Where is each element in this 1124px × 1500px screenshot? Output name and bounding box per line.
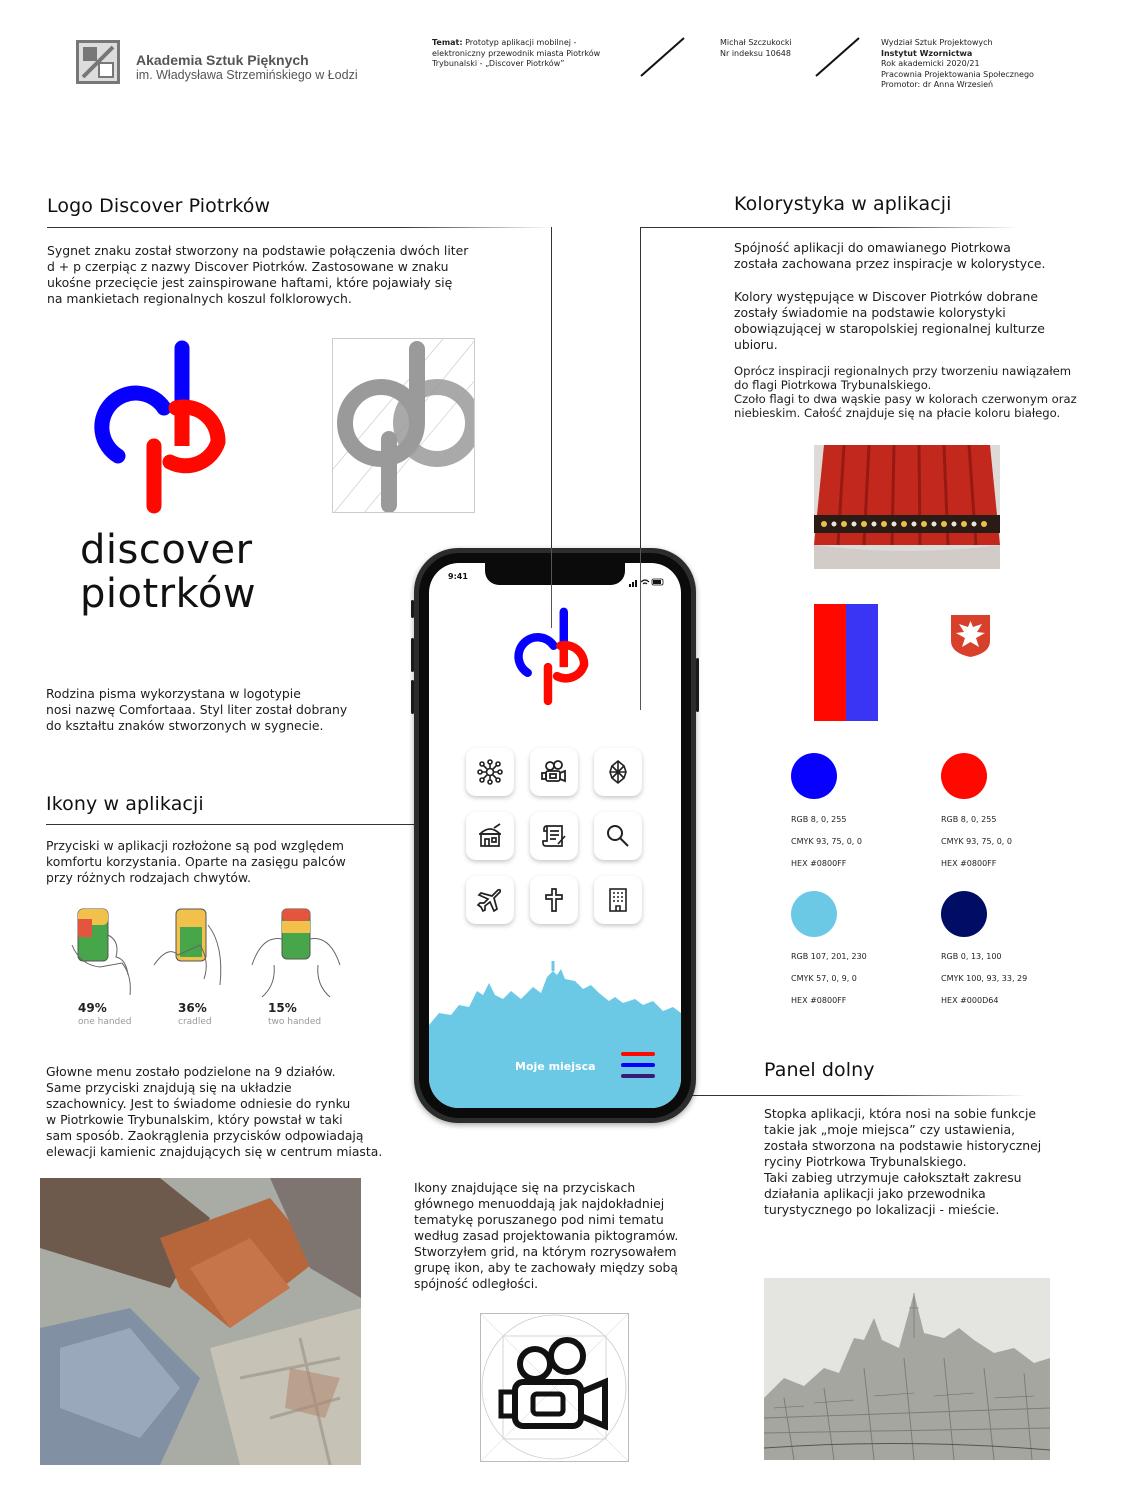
author-info xyxy=(720,38,792,59)
swatch-light-blue-hex: HEX #0800FF xyxy=(791,996,847,1005)
status-time: 9:41 xyxy=(448,572,468,581)
hamburger-bar-navy xyxy=(621,1074,655,1078)
author-index: Nr indeksu 10648 xyxy=(720,48,791,58)
scroll-icon xyxy=(540,822,568,850)
swatch-red-hex: HEX #0800FF xyxy=(941,859,997,868)
swatch-red-rgb: RGB 8, 0, 255 xyxy=(941,815,997,824)
wordmark-line1: discover xyxy=(80,527,253,573)
menu-button-history[interactable] xyxy=(466,812,514,860)
swatch-blue xyxy=(791,753,837,799)
icons-section-text: Przyciski w aplikacji rozłożone są pod względem komfortu korzystania. Oparte na zasięgu palców przy różnych rodzajach chwytów. xyxy=(46,838,346,885)
swatch-navy xyxy=(941,891,987,937)
market-square-photo xyxy=(40,1178,361,1465)
phone-frame xyxy=(414,548,696,1123)
phone-volume-down xyxy=(411,680,414,714)
header-slash-2 xyxy=(813,36,861,78)
faculty: Wydział Sztuk Projektowych xyxy=(881,38,993,47)
hamburger-bar-blue xyxy=(621,1063,655,1067)
phone-volume-up xyxy=(411,638,414,672)
menu-description: Głowne menu zostało podzielone na 9 działów. Same przyciski znajdują się na układzie szachownicy. Jest to świadome odniesie do rynku w Piotrkowie Trybunalskim, który powstał w taki sam sposób. Zaokrąglenia przycisków odpowiadają elewacji kamienic znajdujących się w centrum miasta. xyxy=(46,1064,383,1159)
topic-text: Prototyp aplikacji mobilnej - elektroniczny przewodnik miasta Piotrków Trybunalski - „Discover Piotrków” xyxy=(432,38,601,68)
historical-etching xyxy=(764,1278,1050,1460)
app-logo xyxy=(513,603,601,711)
colors-section-rule xyxy=(640,227,1020,228)
folk-skirt-photo xyxy=(814,445,1000,569)
city-skyline-panel xyxy=(429,961,681,1108)
pictogram-description: Ikony znajdujące się na przyciskach głównego menuoddają jak najdokładniej tematykę poruszanego pod nimi tematu według zasad projektowania piktogramów. Stworzyłem grid, na którym rozrysowałem grupę ikon, aby te zachowały między sobą spójność odległości. xyxy=(414,1180,679,1291)
header-slash-1 xyxy=(638,36,686,78)
school-logo-icon xyxy=(76,40,120,84)
author-name: Michał Szczukocki xyxy=(720,38,792,47)
hamburger-bar-red xyxy=(621,1052,655,1056)
icons-section-title: Ikony w aplikacji xyxy=(46,793,204,815)
academic-year: Rok akademicki 2020/21 xyxy=(881,59,980,68)
swatch-light-blue-cmyk: CMYK 57, 0, 9, 0 xyxy=(791,974,857,983)
panel-section-text: Stopka aplikacji, która nosi na sobie funkcje takie jak „moje miejsca” czy ustawienia, została stworzona na podstawie historycznej ryciny Piotrkowa Trybunalskiego. Taki zabieg utrzymuje całokształt zakresu działania aplikacji jako przewodnika turystycznego po lokalizacji - mieście. xyxy=(764,1106,1042,1217)
school-name-line1: Akademia Sztuk Pięknych xyxy=(136,52,309,68)
logo-construction-grid xyxy=(332,338,475,513)
phone-screen xyxy=(429,563,681,1108)
hotel-icon xyxy=(604,886,632,914)
swatch-red-cmyk: CMYK 93, 75, 0, 0 xyxy=(941,837,1012,846)
topic-label: Temat: xyxy=(432,38,463,47)
my-places-button[interactable]: Moje miejsca xyxy=(515,1060,596,1073)
grip-percent-3: 15% xyxy=(268,1001,297,1015)
swatch-light-blue-rgb: RGB 107, 201, 230 xyxy=(791,952,867,961)
wordmark xyxy=(80,528,256,616)
phone-notch xyxy=(485,563,625,585)
menu-button-food[interactable] xyxy=(594,748,642,796)
colors-section-title: Kolorystyka w aplikacji xyxy=(734,193,952,215)
menu-button-churches[interactable] xyxy=(530,876,578,924)
cross-icon xyxy=(540,886,568,914)
observatory-icon xyxy=(476,822,504,850)
wordmark-line2: piotrków xyxy=(80,571,257,617)
menu-button-accommodation[interactable] xyxy=(594,876,642,924)
grip-two-handed xyxy=(248,905,343,1000)
logo-section-rule xyxy=(47,227,552,228)
grip-one-handed xyxy=(70,905,140,1000)
menu-button-search[interactable] xyxy=(594,812,642,860)
menu-button-attractions[interactable] xyxy=(466,748,514,796)
faculty-info xyxy=(881,38,1034,91)
swatch-navy-cmyk: CMYK 100, 93, 33, 29 xyxy=(941,974,1028,983)
flag-blue-stripe xyxy=(846,604,878,721)
phone-side-button-left xyxy=(411,600,414,618)
colors-text-1: Spójność aplikacji do omawianego Piotrkowa została zachowana przez inspiracje w kolorystyce. xyxy=(734,240,1046,271)
hop-icon xyxy=(604,758,632,786)
grip-cradled xyxy=(150,905,230,1000)
font-description: Rodzina pisma wykorzystana w logotypie nosi nazwę Comfortaaa. Styl liter został dobrany do kształtu znaków stworzonych w sygnecie. xyxy=(46,686,348,733)
swatch-blue-rgb: RGB 8, 0, 255 xyxy=(791,815,847,824)
flag-red-stripe xyxy=(814,604,846,721)
grip-percent-2: 36% xyxy=(178,1001,207,1015)
thesis-topic xyxy=(432,38,632,70)
institute: Instytut Wzornictwa xyxy=(881,48,973,58)
logo-section-title: Logo Discover Piotrków xyxy=(47,195,271,217)
school-name xyxy=(136,52,358,82)
phone-power-button xyxy=(696,658,699,712)
grip-label-1: one handed xyxy=(78,1017,132,1027)
dp-logo-mark xyxy=(92,338,248,518)
city-flag xyxy=(814,604,878,721)
panel-section-title: Panel dolny xyxy=(764,1059,875,1081)
status-icons xyxy=(629,572,665,591)
swatch-red xyxy=(941,753,987,799)
swatch-navy-rgb: RGB 0, 13, 100 xyxy=(941,952,1002,961)
studio: Pracownia Projektowania Społecznego xyxy=(881,69,1034,79)
logo-section-text: Sygnet znaku został stworzony na podstawie połączenia dwóch liter d + p czerpiąc z nazwy Discover Piotrków. Zastosowane w znaku ukośne przecięcie jest zainspirowane haftami, które pojawiały się na mankietach regionalnych koszul folklorowych. xyxy=(47,243,469,306)
grip-label-2: cradled xyxy=(178,1017,212,1027)
icon-construction-grid xyxy=(480,1313,629,1462)
menu-button-transport[interactable] xyxy=(466,876,514,924)
promotor: Promotor: dr Anna Wrzesień xyxy=(881,80,994,89)
swatch-blue-hex: HEX #0800FF xyxy=(791,859,847,868)
colors-connector-into-phone xyxy=(640,548,641,710)
colors-text-3: Oprócz inspiracji regionalnych przy tworzeniu nawiązałem do flagi Piotrkowa Trybunalskiego. Czoło flagi to dwa wąskie pasy w kolorach czerwonym oraz niebieskim. Całość znajduje się na płacie koloru białego. xyxy=(734,364,1077,420)
network-icon xyxy=(476,758,504,786)
panel-connector-line xyxy=(648,1095,1028,1096)
school-name-line2: im. Władysława Strzemińskiego w Łodzi xyxy=(136,68,358,82)
swatch-blue-cmyk: CMYK 93, 75, 0, 0 xyxy=(791,837,862,846)
swatch-navy-hex: HEX #000D64 xyxy=(941,996,999,1005)
hamburger-menu-icon[interactable] xyxy=(621,1052,655,1080)
logo-connector-into-phone xyxy=(551,548,552,628)
swatch-light-blue xyxy=(791,891,837,937)
grip-label-3: two handed xyxy=(268,1017,322,1027)
menu-button-culture[interactable] xyxy=(530,748,578,796)
airplane-icon xyxy=(476,886,504,914)
magnifier-icon xyxy=(604,822,632,850)
grip-percent-1: 49% xyxy=(78,1001,107,1015)
camera-icon xyxy=(540,758,568,786)
coat-of-arms-icon xyxy=(949,613,992,658)
icons-connector-line xyxy=(46,824,466,825)
menu-button-events[interactable] xyxy=(530,812,578,860)
colors-text-2: Kolory występujące w Discover Piotrków dobrane zostały świadomie na podstawie kolorystyki obowiązującej w staropolskiej regionalnej kulturze ubioru. xyxy=(734,289,1045,352)
